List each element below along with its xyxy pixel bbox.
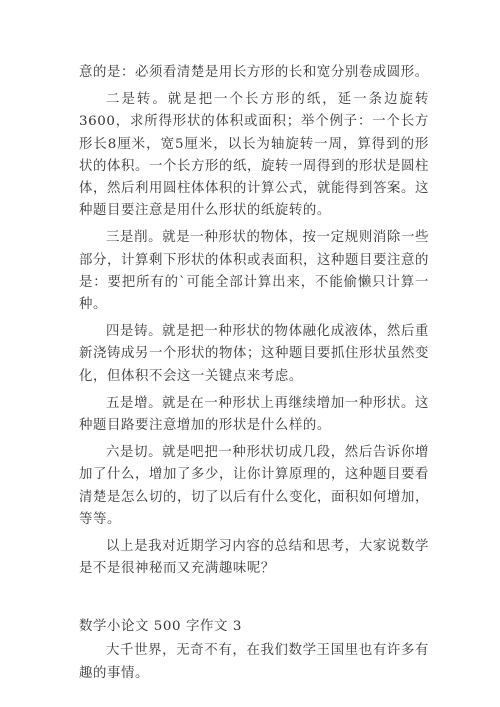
paragraph-adding: 五是增。就是在一种形状上再继续增加一种形状。这种题目路要注意增加的形状是什么样的。 — [79, 395, 429, 434]
paragraph-continuation: 意的是：必须看清楚是用长方形的长和宽分别卷成圆形。 — [79, 65, 429, 80]
document-page — [79, 62, 429, 685]
paragraph-rotation: 二是转。就是把一个长方形的纸，延一条边旋转3600，求所得形状的体积或面积；举个例子：一个长方形长8厘米，宽5厘米，以长为轴旋转一周，算得到的形状的体积。一个长方形的纸，旋转一周得到的形状是圆柱体，然后利用圆柱体体积的计算公式，就能得到答案。这种题目要注意是用什么形状的纸旋转的。 — [79, 92, 429, 219]
paragraph-cutting-away: 三是削。就是一种形状的物体，按一定规则消除一些部分，计算剩下形状的体积或表面积，这种题目要注意的是：要把所有的`可能全部计算出来，不能偷懒只计算一种。 — [79, 230, 429, 313]
paragraph-slicing: 六是切。就是吧把一种形状切成几段，然后告诉你增加了什么，增加了多少，让你计算原理的，这种题目要看清楚是怎么切的，切了以后有什么变化，面积如何增加，等等。 — [79, 445, 429, 527]
paragraph-casting: 四是铸。就是把一种形状的物体融化成液体，然后重新浇铸成另一个形状的物体；这种题目要抓住形状虽然变化，但体积不会这一关键点来考虑。 — [79, 324, 429, 384]
paragraph-conclusion: 以上是我对近期学习内容的总结和思考，大家说数学是不是很神秘而又充满趣味呢？ — [79, 539, 429, 577]
paragraph-essay-opening: 大千世界，无奇不有，在我们数学王国里也有许多有趣的事情。 — [79, 643, 429, 681]
section-heading: 数学小论文 500 字作文 3 — [79, 619, 242, 635]
